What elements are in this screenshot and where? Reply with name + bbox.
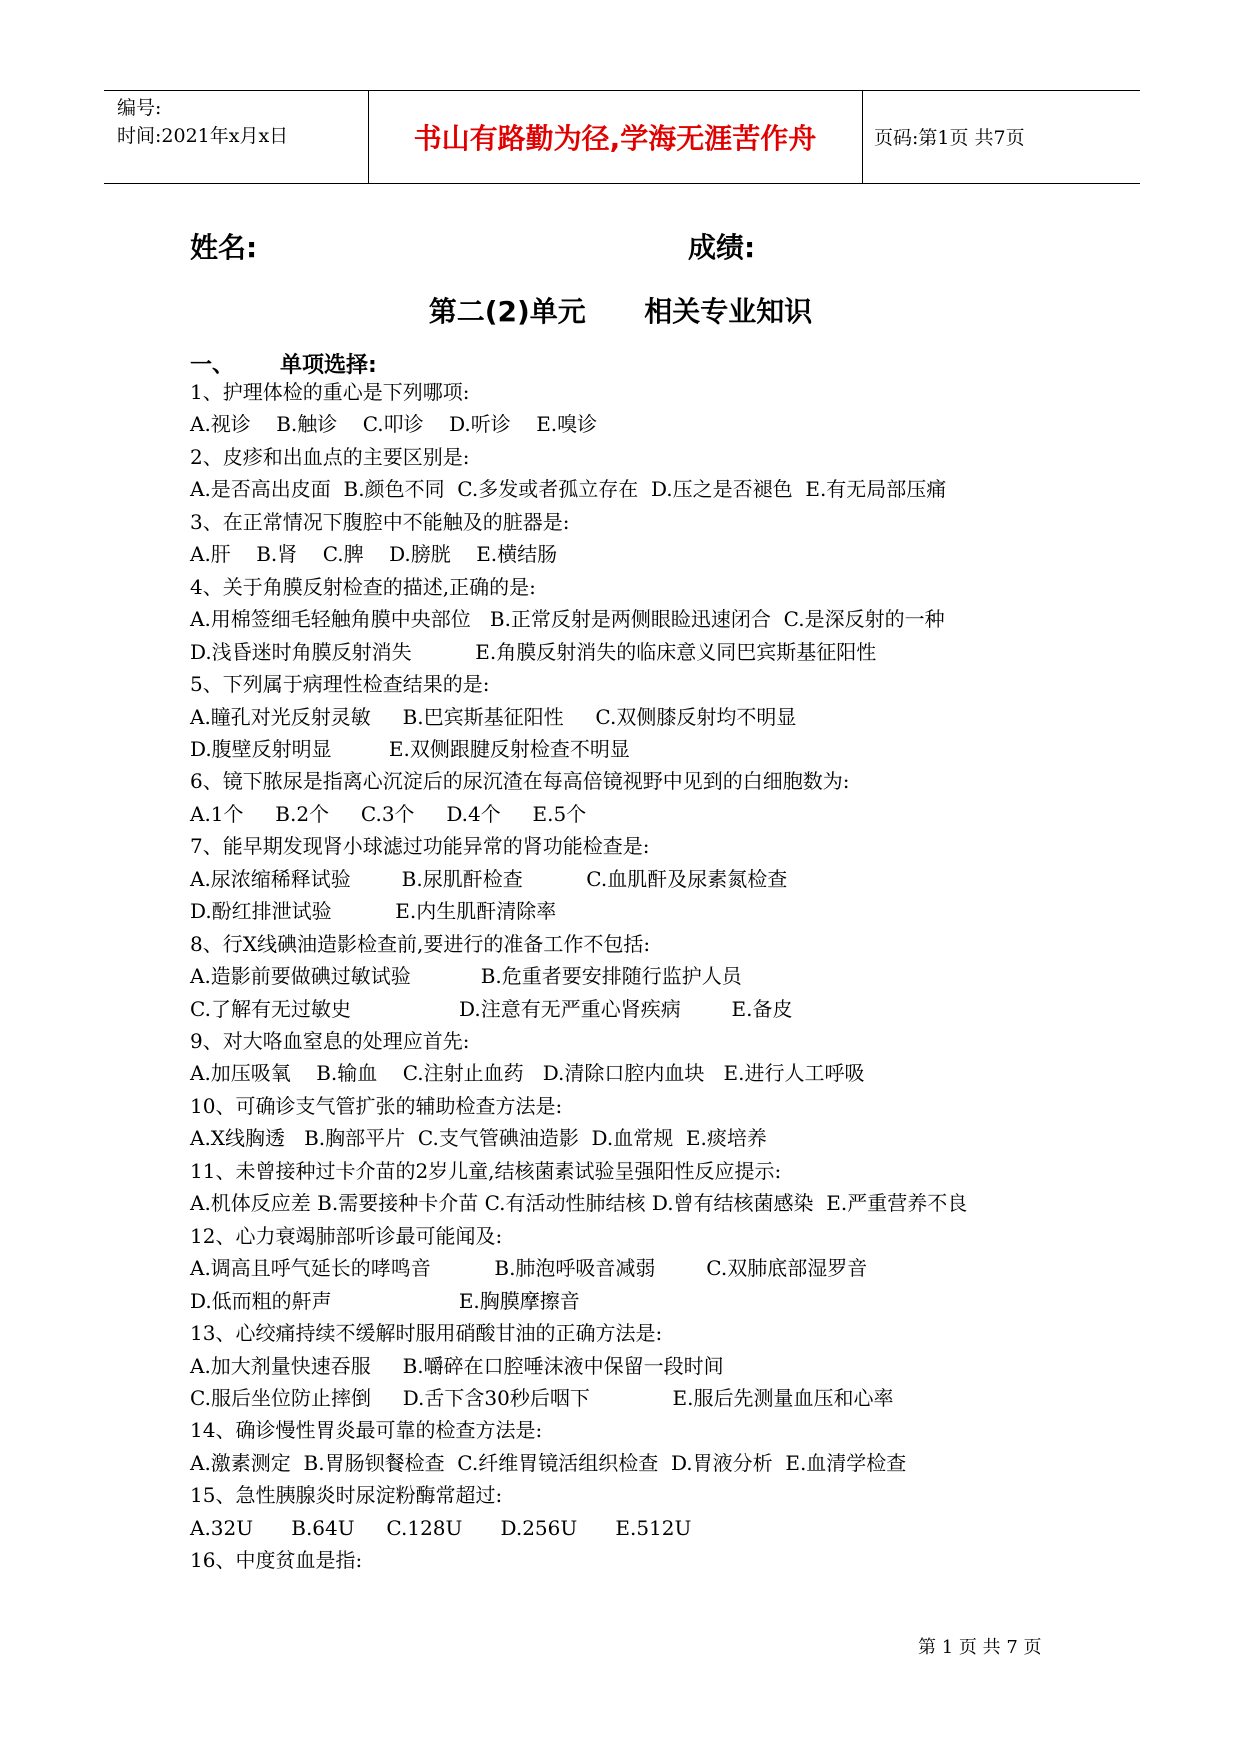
page-footer: 第 1 页 共 7 页 bbox=[918, 1637, 1042, 1658]
page-label: 页码:第1页 共7页 bbox=[874, 127, 1025, 149]
answer-options: A.造影前要做碘过敏试验 B.危重者要安排随行监护人员 bbox=[190, 964, 742, 989]
page-title: 第二(2)单元 相关专业知识 bbox=[428, 295, 813, 328]
answer-options: A.机体反应差 B.需要接种卡介苗 C.有活动性肺结核 D.曾有结核菌感染 E.严重营养不良 bbox=[190, 1191, 968, 1216]
answer-options: A.调高且呼气延长的哮鸣音 B.肺泡呼吸音减弱 C.双肺底部湿罗音 bbox=[190, 1256, 868, 1281]
answer-options: D.浅昏迷时角膜反射消失 E.角膜反射消失的临床意义同巴宾斯基征阳性 bbox=[190, 639, 877, 664]
name-label: 姓名: bbox=[190, 231, 258, 264]
answer-options: A.激素测定 B.胃肠钡餐检查 C.纤维胃镜活组织检查 D.胃液分析 E.血清学检查 bbox=[190, 1450, 907, 1475]
answer-options: D.酚红排泄试验 E.内生肌酐清除率 bbox=[190, 899, 557, 924]
question-stem: 16、中度贫血是指: bbox=[190, 1548, 363, 1573]
answer-options: A.32U B.64U C.128U D.256U E.512U bbox=[190, 1515, 692, 1540]
time-label: 时间:2021年x月x日 bbox=[117, 125, 289, 147]
answer-options: C.服后坐位防止摔倒 D.舌下含30秒后咽下 E.服后先测量血压和心率 bbox=[190, 1385, 894, 1410]
header-info-cell bbox=[104, 91, 369, 183]
answer-options: A.是否高出皮面 B.颜色不同 C.多发或者孤立存在 D.压之是否褪色 E.有无局部压痛 bbox=[190, 477, 947, 502]
question-stem: 12、心力衰竭肺部听诊最可能闻及: bbox=[190, 1223, 503, 1248]
question-stem: 13、心绞痛持续不缓解时服用硝酸甘油的正确方法是: bbox=[190, 1321, 663, 1346]
question-stem: 8、行X线碘油造影检查前,要进行的准备工作不包括: bbox=[190, 931, 651, 956]
question-stem: 14、确诊慢性胃炎最可靠的检查方法是: bbox=[190, 1418, 543, 1443]
motto: 书山有路勤为径,学海无涯苦作舟 bbox=[413, 122, 817, 155]
question-stem: 9、对大咯血窒息的处理应首先: bbox=[190, 1029, 470, 1053]
answer-options: A.1个 B.2个 C.3个 D.4个 E.5个 bbox=[190, 801, 587, 826]
question-stem: 10、可确诊支气管扩张的辅助检查方法是: bbox=[190, 1093, 563, 1118]
section-heading: 一、 单项选择: bbox=[190, 353, 377, 378]
answer-options: C.了解有无过敏史 D.注意有无严重心肾疾病 E.备皮 bbox=[190, 996, 793, 1021]
question-stem: 6、镜下脓尿是指离心沉淀后的尿沉渣在每高倍镜视野中见到的白细胞数为: bbox=[190, 769, 850, 794]
question-stem: 5、下列属于病理性检查结果的是: bbox=[190, 672, 490, 697]
question-stem: 7、能早期发现肾小球滤过功能异常的肾功能检查是: bbox=[190, 834, 650, 859]
header-motto-cell bbox=[368, 91, 863, 183]
header-page-cell bbox=[862, 91, 1140, 183]
question-stem: 4、关于角膜反射检查的描述,正确的是: bbox=[190, 574, 536, 599]
answer-options: A.加大剂量快速吞服 B.嚼碎在口腔唾沫液中保留一段时间 bbox=[190, 1353, 724, 1378]
answer-options: A.瞳孔对光反射灵敏 B.巴宾斯基征阳性 C.双侧膝反射均不明显 bbox=[190, 704, 797, 729]
question-stem: 1、护理体检的重心是下列哪项: bbox=[190, 380, 470, 404]
question-stem: 15、急性胰腺炎时尿淀粉酶常超过: bbox=[190, 1483, 503, 1508]
answer-options: A.用棉签细毛轻触角膜中央部位 B.正常反射是两侧眼睑迅速闭合 C.是深反射的一种 bbox=[190, 607, 945, 632]
number-label: 编号: bbox=[117, 97, 162, 119]
header-table bbox=[104, 90, 1140, 184]
answer-options: A.加压吸氧 B.输血 C.注射止血药 D.清除口腔内血块 E.进行人工呼吸 bbox=[190, 1061, 865, 1086]
question-stem: 3、在正常情况下腹腔中不能触及的脏器是: bbox=[190, 509, 570, 534]
answer-options: D.腹壁反射明显 E.双侧跟腱反射检查不明显 bbox=[190, 736, 630, 761]
question-stem: 2、皮疹和出血点的主要区别是: bbox=[190, 444, 470, 469]
answer-options: A.视诊 B.触诊 C.叩诊 D.听诊 E.嗅诊 bbox=[190, 412, 598, 437]
score-label: 成绩: bbox=[688, 231, 756, 264]
question-stem: 11、未曾接种过卡介苗的2岁儿童,结核菌素试验呈强阳性反应提示: bbox=[190, 1158, 782, 1183]
answer-options: D.低而粗的鼾声 E.胸膜摩擦音 bbox=[190, 1288, 580, 1313]
answer-options: A.尿浓缩稀释试验 B.尿肌酐检查 C.血肌酐及尿素氮检查 bbox=[190, 866, 788, 891]
answer-options: A.肝 B.肾 C.脾 D.膀胱 E.横结肠 bbox=[190, 542, 558, 567]
answer-options: A.X线胸透 B.胸部平片 C.支气管碘油造影 D.血常规 E.痰培养 bbox=[190, 1126, 767, 1151]
